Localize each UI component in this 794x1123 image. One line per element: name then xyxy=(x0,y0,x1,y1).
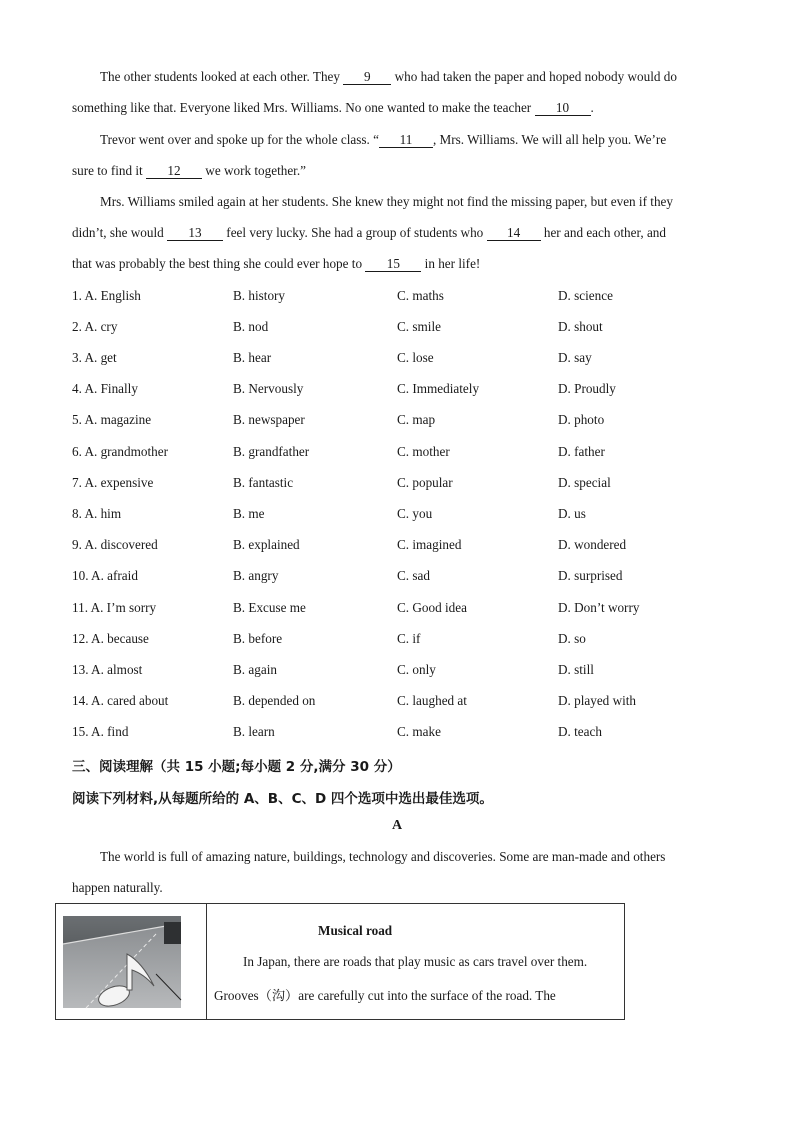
option-d[interactable]: D. Proudly xyxy=(558,381,616,396)
passage-line-1: The other students looked at each other. They 9 who had taken the paper and hoped nobody would do xyxy=(100,69,677,84)
option-b[interactable]: B. depended on xyxy=(233,693,316,708)
option-c[interactable]: C. sad xyxy=(397,568,430,583)
option-b[interactable]: B. hear xyxy=(233,350,272,365)
option-c[interactable]: C. if xyxy=(397,631,421,646)
option-c[interactable]: C. Good idea xyxy=(397,600,467,615)
option-a[interactable]: 11. A. I’m sorry xyxy=(72,600,157,615)
option-b[interactable]: B. angry xyxy=(233,568,279,583)
option-a[interactable]: 2. A. cry xyxy=(72,319,118,334)
blank-15[interactable]: 15 xyxy=(365,257,421,272)
passage-line-2: something like that. Everyone liked Mrs. Williams. No one wanted to make the teacher 10 . xyxy=(72,100,594,115)
option-b[interactable]: B. me xyxy=(233,506,265,521)
intro-line-2: happen naturally. xyxy=(72,880,163,895)
musical-road-photo-cell xyxy=(56,904,207,1019)
option-c[interactable]: C. make xyxy=(397,724,441,739)
option-a[interactable]: 3. A. get xyxy=(72,350,117,365)
option-b[interactable]: B. history xyxy=(233,288,286,303)
option-d[interactable]: D. photo xyxy=(558,412,605,427)
option-c[interactable]: C. laughed at xyxy=(397,693,467,708)
option-d[interactable]: D. wondered xyxy=(558,537,627,552)
option-c[interactable]: C. only xyxy=(397,662,436,677)
option-d[interactable]: D. still xyxy=(558,662,594,677)
option-c[interactable]: C. mother xyxy=(397,444,450,459)
passage-line-6: didn’t, she would 13 feel very lucky. She had a group of students who 14 her and each other, and xyxy=(72,225,666,240)
option-a[interactable]: 15. A. find xyxy=(72,724,129,739)
section-instruction: 阅读下列材料,从每题所给的 A、B、C、D 四个选项中选出最佳选项。 xyxy=(72,791,493,807)
option-a[interactable]: 5. A. magazine xyxy=(72,412,152,427)
box-title: Musical road xyxy=(318,923,393,938)
option-c[interactable]: C. popular xyxy=(397,475,453,490)
option-d[interactable]: D. say xyxy=(558,350,592,365)
option-a[interactable]: 9. A. discovered xyxy=(72,537,158,552)
option-c[interactable]: C. you xyxy=(397,506,433,521)
option-d[interactable]: D. Don’t worry xyxy=(558,600,640,615)
option-b[interactable]: B. before xyxy=(233,631,283,646)
box-text-line-2: Grooves（沟）are carefully cut into the surface of the road. The xyxy=(214,988,556,1003)
option-a[interactable]: 7. A. expensive xyxy=(72,475,154,490)
passage-line-3: Trevor went over and spoke up for the whole class. “ 11 , Mrs. Williams. We will all help you. We’re xyxy=(100,132,667,147)
passage-line-7: that was probably the best thing she could ever hope to 15 in her life! xyxy=(72,256,481,271)
option-b[interactable]: B. Excuse me xyxy=(233,600,306,615)
musical-road-photo xyxy=(56,904,206,1019)
passage-line-4: sure to find it 12 we work together.” xyxy=(72,163,306,178)
blank-12[interactable]: 12 xyxy=(146,164,202,179)
option-a[interactable]: 12. A. because xyxy=(72,631,149,646)
option-b[interactable]: B. nod xyxy=(233,319,269,334)
blank-10[interactable]: 10 xyxy=(535,101,591,116)
option-b[interactable]: B. newspaper xyxy=(233,412,305,427)
option-a[interactable]: 8. A. him xyxy=(72,506,122,521)
option-b[interactable]: B. Nervously xyxy=(233,381,304,396)
option-c[interactable]: C. smile xyxy=(397,319,441,334)
option-a[interactable]: 14. A. cared about xyxy=(72,693,169,708)
intro-line-1: The world is full of amazing nature, buildings, technology and discoveries. Some are man-made and others xyxy=(100,849,666,864)
option-d[interactable]: D. shout xyxy=(558,319,603,334)
option-d[interactable]: D. us xyxy=(558,506,586,521)
section-title: 三、阅读理解（共 15 小题;每小题 2 分,满分 30 分） xyxy=(72,759,401,775)
option-d[interactable]: D. surprised xyxy=(558,568,623,583)
option-d[interactable]: D. father xyxy=(558,444,605,459)
option-c[interactable]: C. imagined xyxy=(397,537,462,552)
option-d[interactable]: D. science xyxy=(558,288,613,303)
option-c[interactable]: C. Immediately xyxy=(397,381,480,396)
option-d[interactable]: D. played with xyxy=(558,693,637,708)
option-b[interactable]: B. grandfather xyxy=(233,444,310,459)
option-a[interactable]: 13. A. almost xyxy=(72,662,143,677)
passage-line-5: Mrs. Williams smiled again at her students. She knew they might not find the missing paper, but even if they xyxy=(100,194,673,209)
option-a[interactable]: 1. A. English xyxy=(72,288,141,303)
blank-9[interactable]: 9 xyxy=(343,70,391,85)
option-c[interactable]: C. map xyxy=(397,412,436,427)
option-d[interactable]: D. so xyxy=(558,631,586,646)
option-c[interactable]: C. maths xyxy=(397,288,444,303)
option-a[interactable]: 10. A. afraid xyxy=(72,568,138,583)
blank-11[interactable]: 11 xyxy=(379,133,433,148)
box-text-line-1: In Japan, there are roads that play music as cars travel over them. xyxy=(243,954,588,969)
option-b[interactable]: B. explained xyxy=(233,537,300,552)
blank-13[interactable]: 13 xyxy=(167,226,223,241)
option-b[interactable]: B. learn xyxy=(233,724,275,739)
option-a[interactable]: 6. A. grandmother xyxy=(72,444,168,459)
option-b[interactable]: B. fantastic xyxy=(233,475,294,490)
option-d[interactable]: D. special xyxy=(558,475,611,490)
option-b[interactable]: B. again xyxy=(233,662,277,677)
part-label: A xyxy=(391,818,403,833)
option-a[interactable]: 4. A. Finally xyxy=(72,381,138,396)
blank-14[interactable]: 14 xyxy=(487,226,541,241)
option-d[interactable]: D. teach xyxy=(558,724,602,739)
option-c[interactable]: C. lose xyxy=(397,350,434,365)
